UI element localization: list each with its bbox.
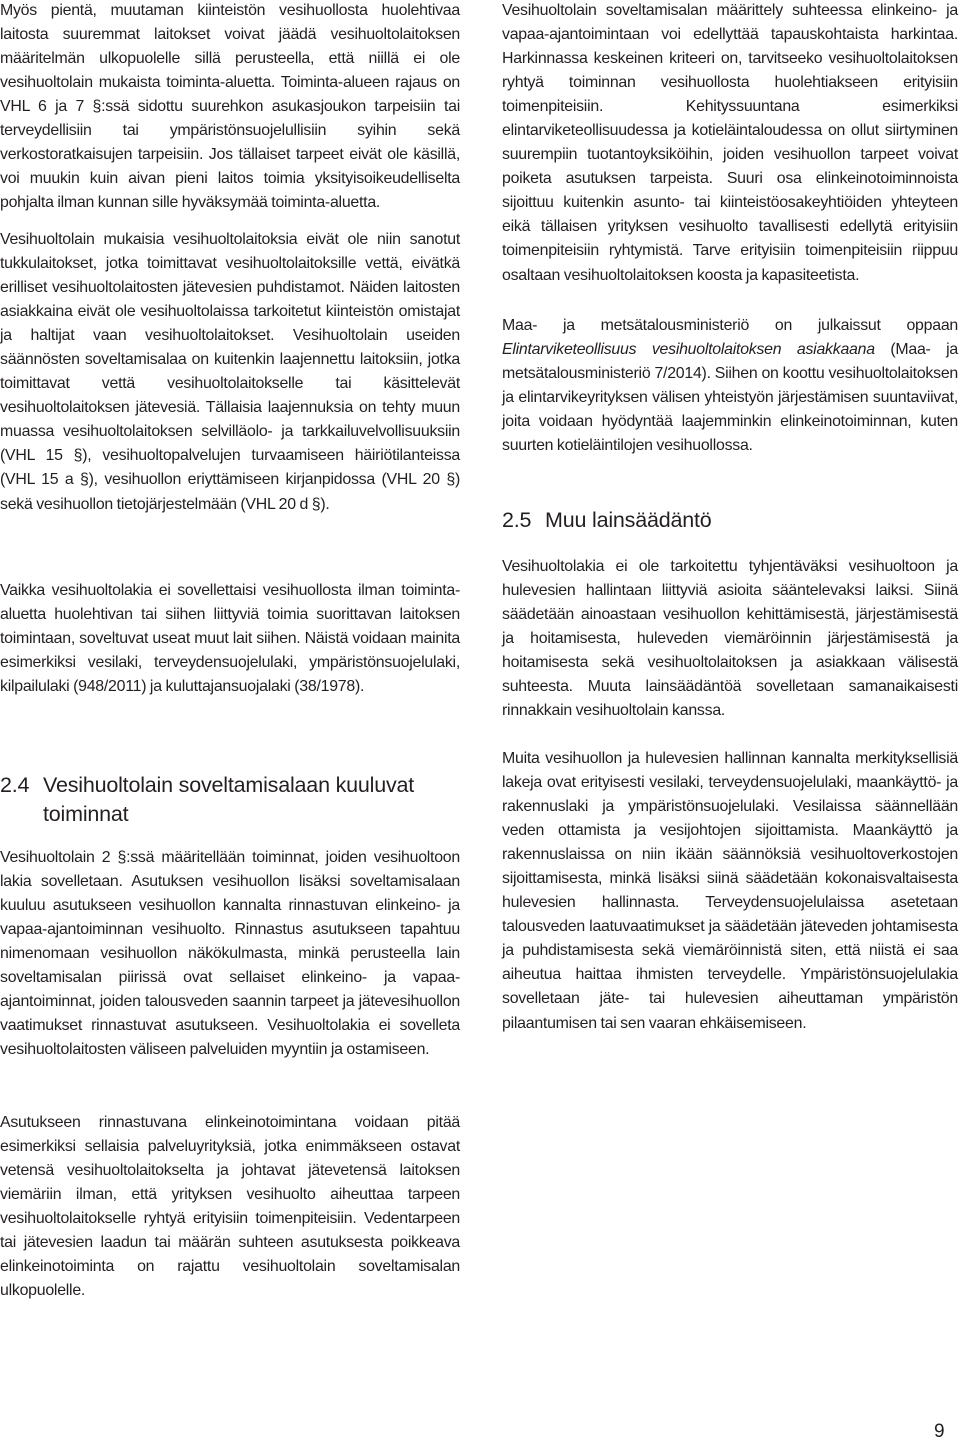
section-title: Vesihuoltolain soveltamisalaan kuuluvat toiminnat <box>43 773 415 826</box>
paragraph: Myös pientä, muutaman kiinteistön vesihuollosta huolehtivaa laitosta suuremmat laitokset voivat jäädä vesihuoltolaitoksen määritelmän ulkopuolelle sillä perusteella, että niillä ei ole vesihuoltolain mukaista toiminta-aluetta. Toiminta-alueen rajaus on VHL 6 ja 7 §:ssä sidottu suurehkon asukasjoukon tarpeisiin tai terveydellisiin tai ympäristönsuojelullisiin syihin sekä verkostoratkaisujen tarpeisiin. Jos tällaiset tarpeet eivät ole käsillä, voi muukin kuin aivan pieni laitos toimia yksityisoikeudelliselta pohjalta ilman kunnan sille hyväksymää toiminta-aluetta. <box>0 2 460 212</box>
paragraph: Muita vesihuollon ja hulevesien hallinnan kannalta merkityksellisiä lakeja ovat erityisesti vesilaki, terveydensuojelulaki, maankäyttö- ja rakennuslaki ja ympäristönsuojelulaki. Vesilaissa säännellään veden ottamista ja vesijohtojen sijoittamista. Maankäyttö ja rakennuslaissa on niin ikään säännöksiä vesihuoltoverkostojen sijoittamisesta, minkä lisäksi siinä säädetään kokonaisvaltaisesta hulevesien hallinnasta. Terveydensuojelulaissa asetetaan talousveden laatuvaatimukset ja säädetään jäteveden johtamisesta ja puhdistamisesta sekä viemäröinnistä siten, että niistä ei saa aiheutua haittaa ihmisten terveydelle. Ympäristönsuojelulakia sovelletaan jäte- tai hulevesien aiheuttaman ympäristön pilaantumisen tai sen vaaran ehkäisemiseen. <box>502 750 958 1032</box>
paragraph: Vesihuoltolakia ei ole tarkoitettu tyhjentäväksi vesihuoltoon ja hulevesien hallintaan liittyviä asioita sääntelevaksi laiksi. Siinä säädetään ainoastaan vesihuollon kehittämisestä, järjestämisestä ja hoitamisesta, huleveden viemäröinnin järjestämisestä ja hoitamisesta sekä vesihuoltolaitoksen ja asiakkaan välisestä suhteesta. Muuta lainsäädäntöä sovelletaan samanaikaisesti rinnakkain vesihuoltolain kanssa. <box>502 558 958 720</box>
section-number: 2.5 <box>502 508 532 532</box>
paragraph: Vaikka vesihuoltolakia ei sovellettaisi vesihuollosta ilman toiminta-aluetta huolehtivan tai siihen liittyviä toimia suorittavan laitoksen toimintaan, soveltuvat useat muut lait siihen. Näistä voidaan mainita esimerkiksi vesilaki, terveydensuojelulaki, ympäristönsuojelulaki, kilpailulaki (948/2011) ja kuluttajansuojalaki (38/1978). <box>0 582 460 696</box>
section-number: 2.4 <box>0 773 30 797</box>
paragraph: Vesihuoltolain 2 §:ssä määritellään toiminnat, joiden vesihuoltoon lakia sovelletaan. Asutuksen vesihuollon lisäksi soveltamisalaan kuuluu asutukseen vesihuollon kannalta rinnastuvan elinkeino- ja vapaa-ajantoiminnan vesihuolto. Rinnastus asutukseen tapahtuu nimenomaan vesihuollon näkökulmasta, minkä perusteella lain soveltamisalan piirissä ovat sellaiset elinkeino- ja vapaa-ajantoiminnat, joiden talousveden saannin tarpeet ja jätevesihuollon vaatimukset rinnastuvat asutukseen. Vesihuoltolakia ei sovelleta vesihuoltolaitosten väliseen palveluiden myyntiin ja ostamiseen. <box>0 849 460 1059</box>
section-heading-2-5 <box>502 506 958 535</box>
section-heading-2-4 <box>0 771 460 829</box>
text-run: Maa- ja metsätalousministeriö on julkaissut oppaan <box>502 317 958 334</box>
text-run: (Maa- ja metsätalousministeriö 7/2014). Siihen on koottu vesihuoltolaitoksen ja elintarvikeyrityksen välisen yhteistyön järjestämisen suuntaviivat, joita voidaan hyödyntää laajemminkin elinkeinotoiminnan, kuten suurten kotieläintilojen vesihuollossa. <box>502 341 958 455</box>
section-title: Muu lainsäädäntö <box>545 508 712 532</box>
publication-title: Elintarviketeollisuus vesihuoltolaitoksen asiakkaana <box>502 341 875 359</box>
paragraph <box>502 314 958 458</box>
paragraph: Vesihuoltolain soveltamisalan määrittely suhteessa elinkeino- ja vapaa-ajantoimintaan voi edellyttää tapauskohtaista harkintaa. Harkinnassa keskeinen kriteeri on, tarvitseeko vesihuoltolaitoksen ryhtyä toiminnan vesihuollosta huolehtiakseen erityisiin toimenpiteisiin. Kehityssuuntana esimerkiksi elintarviketeollisuudessa ja kotieläintaloudessa on ollut siirtyminen suurempiin tuotantoyksiköihin, joiden vesihuollon tarpeet voivat poiketa asutuksen tarpeista. Suuri osa elinkeinotoiminnoista sijoittuu kuitenkin asunto- tai kiinteistöosakeyhtiöiden yhteyteen eikä tällaisen yrityksen vesihuolto tavallisesti edellytä erityisiin toimenpiteisiin ryhtymistä. Tarve erityisiin toimenpiteisiin riippuu osaltaan vesihuoltolaitoksen koosta ja kapasiteetista. <box>502 2 958 284</box>
paragraph: Vesihuoltolain mukaisia vesihuoltolaitoksia eivät ole niin sanotut tukkulaitokset, jotka toimittavat vesihuoltolaitoksille vettä, eivätkä erilliset vesihuoltolaitosten jätevesien puhdistamot. Näiden laitosten asiakkaina eivät ole vesihuoltolaissa tarkoitetut kiinteistön omistajat ja haltijat vaan vesihuoltolaitokset. Vesihuoltolain useiden säännösten soveltamisalaa on kuitenkin laajennettu laitoksiin, jotka toimittavat vettä vesihuoltolaitokselle tai käsittelevät vesihuoltolaitoksen jätevesiä. Tällaisia laajennuksia on tehty muun muassa vesihuoltolaitoksen selvilläolo- ja tarkkailuvelvollisuuksiin (VHL 15 §), vesihuoltopalvelujen turvaamiseen häiriötilanteissa (VHL 15 a §), vesihuollon eriyttämiseen kirjanpidossa (VHL 20 §) sekä vesihuollon tietojärjestelmään (VHL 20 d §). <box>0 231 460 513</box>
paragraph: Asutukseen rinnastuvana elinkeinotoimintana voidaan pitää esimerkiksi sellaisia palveluyrityksiä, jotka enimmäkseen ostavat vetensä vesihuoltolaitokselta ja johtavat jätevetensä laitoksen viemäriin ilman, että yrityksen vesihuolto aiheuttaa tarpeen vesihuoltolaitokselle ryhtyä erityisiin toimenpiteisiin. Vedentarpeen tai jätevesien laadun tai määrän suhteen asutuksesta poikkeava elinkeinotoiminta on rajattu vesihuoltolain soveltamisalan ulkopuolelle. <box>0 1114 460 1300</box>
page-number: 9 <box>934 1421 945 1442</box>
